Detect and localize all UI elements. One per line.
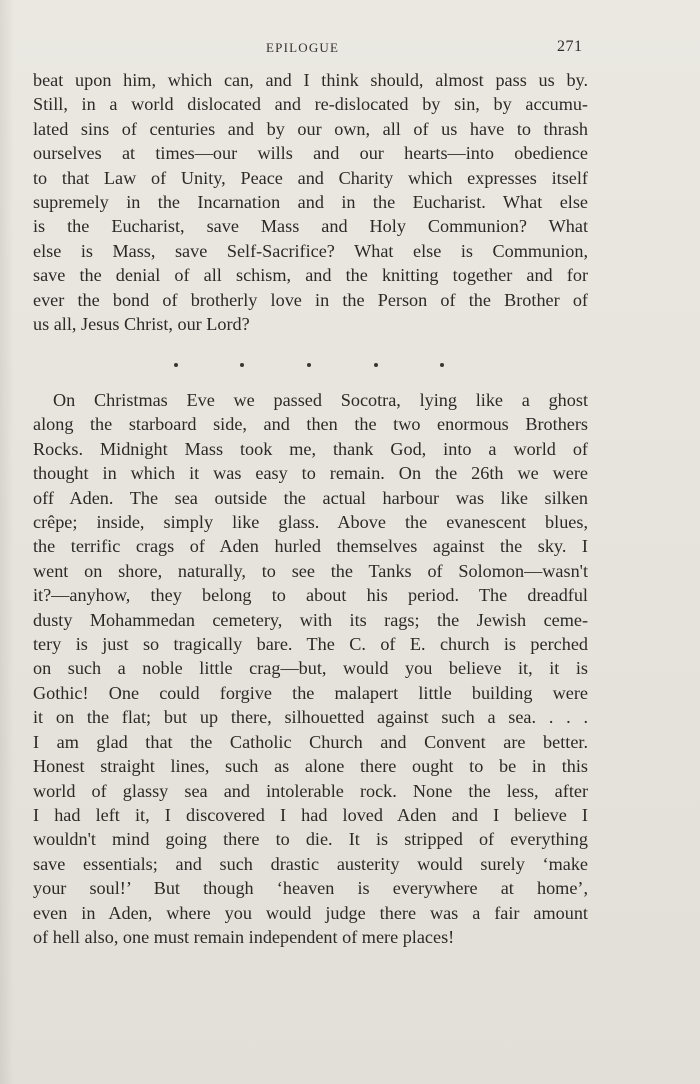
text-line: the terrific crags of Aden hurled themselves against the sky. I	[33, 536, 588, 557]
text-line: thought in which it was easy to remain. On the 26th we were	[33, 463, 588, 484]
running-head	[0, 38, 700, 60]
text-line: us all, Jesus Christ, our Lord?	[33, 314, 250, 335]
section-break-dot	[374, 363, 378, 367]
text-line: crêpe; inside, simply like glass. Above the evanescent blues,	[33, 512, 588, 533]
running-title: EPILOGUE	[266, 40, 340, 55]
text-line: is the Eucharist, save Mass and Holy Communion? What	[33, 216, 588, 237]
text-line: Honest straight lines, such as alone there ought to be in this	[33, 756, 588, 777]
text-line: Still, in a world dislocated and re-dislocated by sin, by accumu-	[33, 94, 588, 115]
text-line: ever the bond of brotherly love in the Person of the Brother of	[33, 289, 588, 310]
section-break	[0, 355, 700, 375]
text-line: beat upon him, which can, and I think should, almost pass us by.	[33, 70, 588, 90]
text-line: ourselves at times—our wills and our hearts—into obedience	[33, 143, 588, 164]
text-line: even in Aden, where you would judge there was a fair amount	[33, 902, 588, 923]
text-line: it on the flat; but up there, silhouetted against such a sea. . . .	[33, 707, 588, 728]
text-line: else is Mass, save Self-Sacrifice? What else is Communion,	[33, 240, 588, 261]
text-line: tery is just so tragically bare. The C. of E. church is perched	[33, 634, 588, 655]
paragraph-1	[33, 68, 588, 336]
text-line: I am glad that the Catholic Church and Convent are better.	[33, 731, 588, 752]
text-line: off Aden. The sea outside the actual harbour was like silken	[33, 487, 588, 508]
section-break-dot	[440, 363, 444, 367]
text-line: On Christmas Eve we passed Socotra, lying like a ghost	[53, 390, 588, 410]
text-line: save the denial of all schism, and the knitting together and for	[33, 265, 588, 286]
text-line: Gothic! One could forgive the malapert little building were	[33, 682, 588, 703]
text-line: Rocks. Midnight Mass took me, thank God, into a world of	[33, 438, 588, 459]
text-line: along the starboard side, and then the two enormous Brothers	[33, 414, 588, 435]
text-line: world of glassy sea and intolerable rock. None the less, after	[33, 780, 588, 801]
text-line: dusty Mohammedan cemetery, with its rags; the Jewish ceme-	[33, 609, 588, 630]
text-line: went on shore, naturally, to see the Tanks of Solomon—wasn't	[33, 560, 588, 581]
text-line: to that Law of Unity, Peace and Charity which expresses itself	[33, 167, 588, 188]
text-line: supremely in the Incarnation and in the Eucharist. What else	[33, 192, 588, 213]
text-line: wouldn't mind going there to die. It is stripped of everything	[33, 829, 588, 850]
text-line: on such a noble little crag—but, would you believe it, it is	[33, 658, 588, 679]
text-line: save essentials; and such drastic austerity would surely ‘make	[33, 853, 588, 874]
text-line: it?—anyhow, they belong to about his period. The dreadful	[33, 585, 588, 606]
page-number: 271	[557, 38, 583, 55]
section-break-dot	[174, 363, 178, 367]
text-line: lated sins of centuries and by our own, all of us have to thrash	[33, 118, 588, 139]
paragraph-2	[33, 388, 588, 949]
text-line: I had left it, I discovered I had loved Aden and I believe I	[33, 804, 588, 825]
section-break-dot	[307, 363, 311, 367]
text-line: your soul!’ But though ‘heaven is everywhere at home’,	[33, 878, 588, 899]
text-line: of hell also, one must remain independent of mere places!	[33, 926, 455, 947]
section-break-dot	[240, 363, 244, 367]
